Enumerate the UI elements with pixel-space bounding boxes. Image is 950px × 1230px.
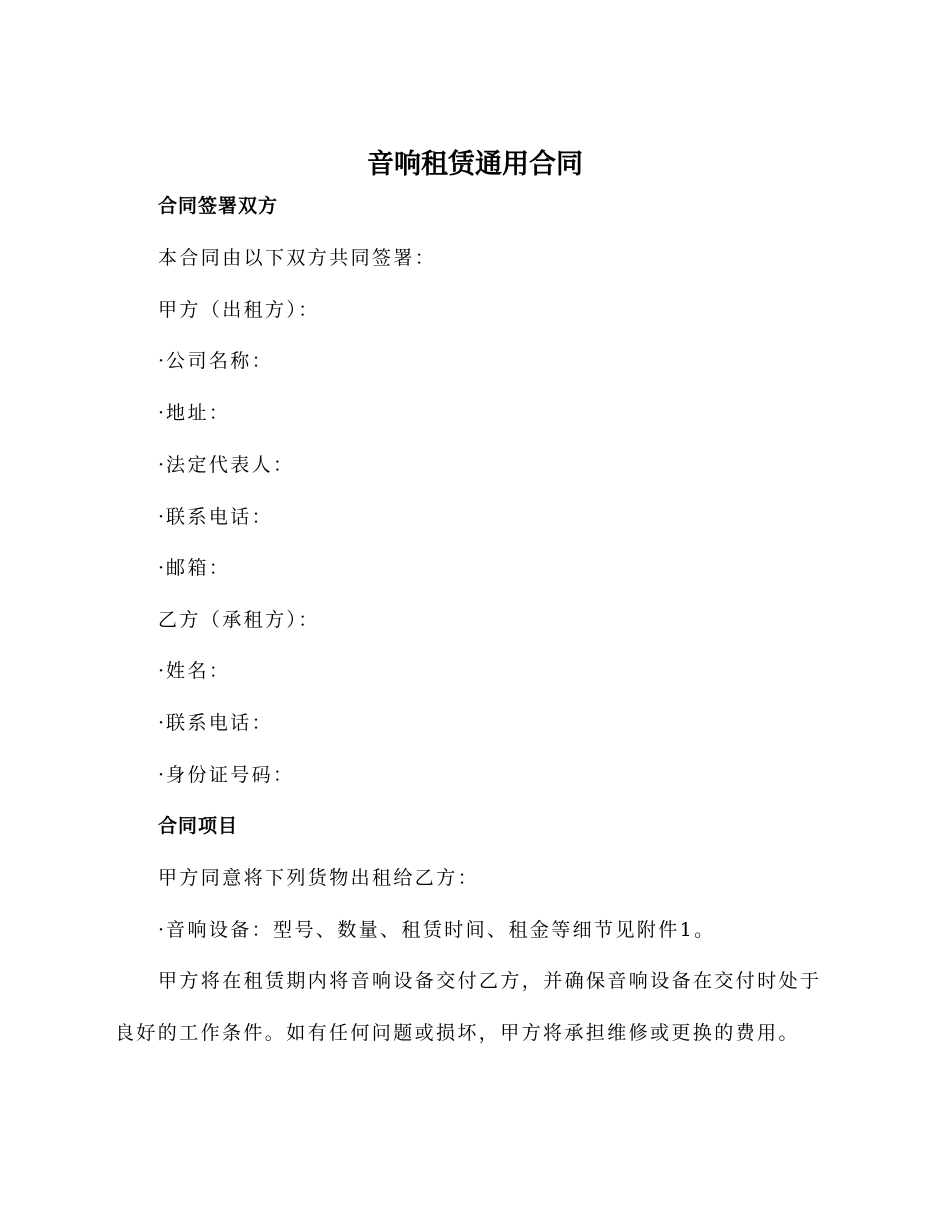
party-a-field-representative xyxy=(158,450,294,480)
party-a-label: 甲方（出租方）： xyxy=(158,299,320,321)
party-a-field-address xyxy=(158,398,230,428)
party-b-field-phone xyxy=(158,708,273,738)
project-item-audio-equipment xyxy=(158,915,716,945)
bullet-mark: · xyxy=(158,660,165,682)
project-intro: 甲方同意将下列货物出租给乙方： xyxy=(158,867,480,889)
project-paragraph: 甲方将在租赁期内将音响设备交付乙方，并确保音响设备在交付时处于良好的工作条件。如有任何问题或损坏，甲方将承担维修或更换的费用。 xyxy=(115,970,822,1044)
party-a-field-company xyxy=(158,346,273,376)
field-label: 联系电话： xyxy=(166,712,274,734)
bullet-mark: · xyxy=(158,454,165,476)
bullet-mark: · xyxy=(158,557,165,579)
document-title: 音响租赁通用合同 xyxy=(367,149,583,180)
party-b-field-id-number xyxy=(158,760,294,790)
field-label: 公司名称： xyxy=(166,350,274,372)
field-label: 联系电话： xyxy=(166,506,274,528)
party-a-field-phone xyxy=(158,502,273,532)
field-label: 身份证号码： xyxy=(166,764,295,786)
bullet-mark: · xyxy=(158,350,165,372)
party-a-field-email xyxy=(158,553,230,583)
section-heading-parties: 合同签署双方 xyxy=(158,195,279,217)
field-label: 法定代表人： xyxy=(166,454,295,476)
bullet-mark: · xyxy=(158,712,165,734)
item-text: 音响设备：型号、数量、租赁时间、租金等细节见附件1。 xyxy=(166,919,716,941)
bullet-mark: · xyxy=(158,919,165,941)
party-b-field-name xyxy=(158,656,230,686)
bullet-mark: · xyxy=(158,506,165,528)
section-heading-project: 合同项目 xyxy=(158,815,239,837)
bullet-mark: · xyxy=(158,402,165,424)
bullet-mark: · xyxy=(158,764,165,786)
party-b-label: 乙方（承租方）： xyxy=(158,609,320,631)
field-label: 地址： xyxy=(166,402,231,424)
parties-intro: 本合同由以下双方共同签署： xyxy=(158,247,437,269)
field-label: 邮箱： xyxy=(166,557,231,579)
field-label: 姓名： xyxy=(166,660,231,682)
